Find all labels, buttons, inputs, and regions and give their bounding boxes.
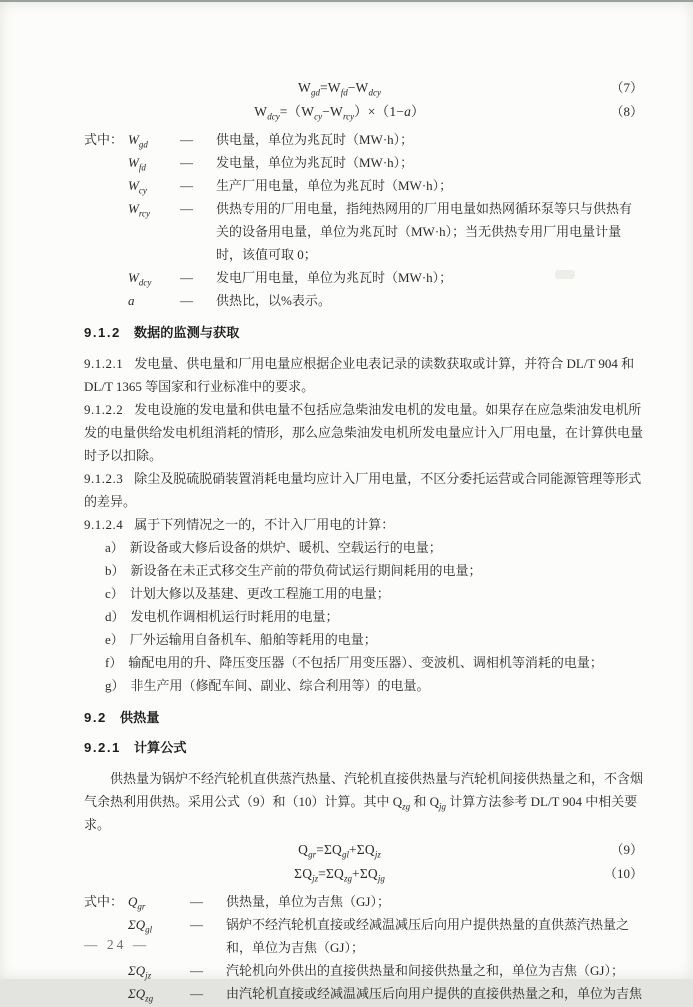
formula-where-label: [84, 959, 128, 982]
section-title: 计算公式: [133, 740, 187, 755]
subscript: zg: [344, 873, 353, 884]
page-number: — 24 —: [84, 937, 150, 952]
definition-row: [84, 151, 643, 174]
paragraph-text: 发电量、供电量和厂用电量应根据企业电表记录的读数获取或计算，并符合 DL/T 904 和 DL/T 1365 等国家和行业标准中的要求。: [84, 356, 635, 394]
list-item-label: c）: [105, 586, 124, 601]
definition-description: 发电量，单位为兆瓦时（MW·h）；: [216, 155, 414, 170]
numbered-paragraph: [84, 513, 643, 536]
section-number: 9.2.1: [84, 740, 121, 755]
equation-number: （8）: [610, 104, 643, 119]
subscript: dcy: [138, 277, 152, 288]
definition-dash: —: [180, 201, 193, 216]
list-item-label: f）: [105, 655, 123, 670]
exclusion-list: [84, 536, 643, 697]
formula-where-label: [84, 982, 128, 1005]
formula-row: [84, 862, 643, 886]
definition-row: [84, 289, 643, 312]
definition-dash: —: [180, 155, 193, 170]
list-item-text: 输配电用的升、降压变压器（不包括厂用变压器）、变波机、调相机等消耗的电量；: [128, 655, 603, 670]
paragraph-text: 除尘及脱硫脱硝装置消耗电量均应计入厂用电量，不区分委托运营或合同能源管理等形式的差异。: [84, 471, 642, 509]
list-item-text: 计划大修以及基建、更改工程施工用的电量；: [129, 586, 390, 601]
section-heading-9-2-1: [84, 739, 643, 757]
list-item: [84, 605, 643, 628]
formula-where-label: [84, 289, 128, 312]
subscript: dcy: [368, 87, 381, 98]
definition-row: [84, 890, 643, 913]
definition-term: [128, 289, 180, 312]
formula-where-label: [84, 174, 128, 197]
section-title: 数据的监测与获取: [133, 325, 240, 340]
definition-term: $Q_{gr}$: [128, 894, 146, 912]
section-heading-9-2: [84, 709, 643, 727]
subscript: cy: [138, 185, 147, 196]
list-item-label: e）: [105, 632, 124, 647]
paragraph-number: 9.1.2.1: [84, 356, 124, 371]
formula-where-label: 式中：: [84, 894, 124, 909]
definition-term: $\Sigma Q_{zg}$: [128, 986, 154, 1004]
formula-block-electricity: [84, 76, 643, 124]
subscript: gd: [138, 139, 148, 150]
list-item-text: 新设备在未正式移交生产前的带负荷试运行期间耗用的电量；: [130, 563, 482, 578]
formula-expression: $W_{dcy}=(W_{cy}-W_{rcy})\times(1-a)$: [254, 104, 425, 122]
numbered-paragraph: [84, 467, 643, 513]
definition-dash: —: [190, 986, 203, 1001]
definition-row: [84, 959, 643, 982]
definition-dash: —: [190, 894, 203, 909]
subscript: fd: [138, 162, 146, 173]
subscript: jg: [439, 801, 447, 812]
definition-list-electricity: [84, 128, 643, 312]
subscript: fd: [340, 87, 348, 98]
page-content: [84, 74, 643, 1007]
equation-number: （10）: [603, 866, 643, 881]
definition-row: [84, 128, 643, 151]
list-item-label: a）: [105, 540, 124, 555]
paragraph-number: 9.1.2.4: [84, 517, 124, 532]
formula-expression: $W_{gd}=W_{fd}-W_{dcy}$: [298, 80, 381, 98]
subscript: gl: [341, 849, 349, 860]
list-item: [84, 651, 643, 674]
section-number: 9.1.2: [84, 325, 121, 340]
list-item: [84, 674, 643, 697]
subscript: jz: [374, 849, 381, 860]
definition-dash: —: [190, 917, 203, 932]
definition-description: 汽轮机向外供出的直接供热量和间接供热量之和，单位为吉焦（GJ）；: [226, 963, 624, 978]
definition-description: 供电量，单位为兆瓦时（MW·h）；: [216, 132, 414, 147]
definition-list-heat: [84, 890, 643, 1005]
definition-row: [84, 982, 643, 1005]
definition-description: 供热量，单位为吉焦（GJ）；: [226, 894, 390, 909]
definition-term: $\Sigma Q_{gl}$: [128, 917, 153, 935]
subscript: jz: [312, 873, 319, 884]
formula-where-label: [84, 197, 128, 266]
definition-dash: —: [180, 178, 193, 193]
numbered-paragraph: [84, 352, 643, 398]
formula-expression: $Q_{gr}=\Sigma Q_{gl}+\Sigma Q_{jz}$: [298, 842, 381, 860]
equation-number: （7）: [610, 80, 643, 95]
definition-description: 供热比，以%表示。: [216, 293, 331, 308]
list-item-label: b）: [105, 563, 125, 578]
subscript: rcy: [138, 208, 151, 219]
definition-dash: —: [180, 132, 193, 147]
section-title: 供热量: [119, 710, 160, 725]
subscript: jg: [377, 873, 385, 884]
section-number: 9.2: [84, 710, 107, 725]
formula-row: [84, 838, 643, 862]
formula-row: [84, 76, 643, 100]
paragraph-text: 属于下列情况之一的，不计入厂用电的计算：: [134, 517, 395, 532]
paragraph-number: 9.1.2.2: [84, 402, 124, 417]
numbered-paragraph: [84, 398, 643, 467]
equation-number: （9）: [610, 842, 643, 857]
list-item: [84, 536, 643, 559]
list-item-text: 非生产用（修配车间、副业、综合利用等）的电量。: [130, 678, 430, 693]
definition-term: $W_{cy}$: [128, 178, 147, 196]
formula-where-label: [84, 151, 128, 174]
definition-term: $W_{fd}$: [128, 155, 146, 173]
paragraph-number: 9.1.2.3: [84, 471, 124, 486]
list-item-text: 发电机作调相机运行时耗用的电量；: [130, 609, 339, 624]
definition-description: 由汽轮机直接或经减温减压后向用户提供的直接供热量之和，单位为吉焦: [226, 986, 643, 1001]
list-item-text: 厂外运输用自备机车、船舶等耗用的电量；: [129, 632, 377, 647]
subscript: jz: [145, 970, 152, 981]
subscript: cy: [314, 111, 323, 122]
subscript: dcy: [267, 111, 280, 122]
list-item-label: d）: [105, 609, 125, 624]
definition-description: 发电厂用电量，单位为兆瓦时（MW·h）；: [216, 270, 453, 285]
subscript: gd: [310, 87, 320, 98]
definition-term: $W_{rcy}$: [128, 201, 151, 219]
definition-description: 生产厂用电量，单位为兆瓦时（MW·h）；: [216, 178, 453, 193]
definition-dash: —: [190, 963, 203, 978]
symbol: a: [128, 293, 135, 308]
list-item: [84, 582, 643, 605]
subscript: gr: [137, 901, 146, 912]
list-item-text: 新设备或大修后设备的烘炉、暖机、空载运行的电量；: [129, 540, 442, 555]
list-item: [84, 628, 643, 651]
formula-expression: $\Sigma Q_{jz}=\Sigma Q_{zg}+\Sigma Q_{jg}$: [294, 866, 385, 884]
definition-row: [84, 266, 643, 289]
subscript: zg: [145, 993, 154, 1004]
list-item: [84, 559, 643, 582]
paragraph-text: 发电设施的发电量和供电量不包括应急柴油发电机的发电量。如果存在应急柴油发电机所发的电量供给发电机组消耗的情形，那么应急柴油发电机所发电量应计入厂用电量，在计算供电量时予以扣除。: [84, 402, 644, 463]
definition-description: 供热专用的厂用电量，指纯热网用的厂用电量如热网循环泵等只与供热有关的设备用电量，单位为兆瓦时（MW·h）；当无供热专用厂用电量计量时，该值可取 0；: [216, 201, 633, 262]
formula-block-heat: [84, 838, 643, 886]
definition-row: [84, 174, 643, 197]
definition-description: 锅炉不经汽轮机直接或经减温减压后向用户提供热量的直供蒸汽热量之和，单位为吉焦（GJ）；: [226, 917, 630, 955]
formula-row: [84, 100, 643, 124]
symbol: a: [404, 104, 412, 119]
subscript: zg: [402, 801, 411, 812]
subscript: gr: [308, 849, 317, 860]
definition-dash: —: [180, 270, 193, 285]
definition-row: [84, 197, 643, 266]
subscript: rcy: [342, 111, 355, 122]
section-heading-9-1-2: [84, 324, 643, 342]
definition-term: $\Sigma Q_{jz}$: [128, 963, 152, 981]
definition-term: $W_{dcy}$: [128, 270, 152, 288]
definition-dash: —: [180, 293, 193, 308]
formula-where-label: [84, 266, 128, 289]
list-item-label: g）: [105, 678, 125, 693]
formula-where-label: 式中：: [84, 132, 124, 147]
subscript: gl: [145, 924, 153, 935]
paragraphs-9-1-2: [84, 352, 643, 536]
paragraph-heat-supply-intro: 供热量为锅炉不经汽轮机直供蒸汽热量、汽轮机直接供热量与汽轮机间接供热量之和，不含烟气余热利用供热。采用公式（9）和（10）计算。其中 $Q_{zg}$ 和 $Q_{jg}$ 计算方法参考 DL/T 904 中相关要求。: [84, 771, 644, 832]
definition-row: [84, 913, 643, 959]
definition-term: $W_{gd}$: [128, 132, 148, 150]
